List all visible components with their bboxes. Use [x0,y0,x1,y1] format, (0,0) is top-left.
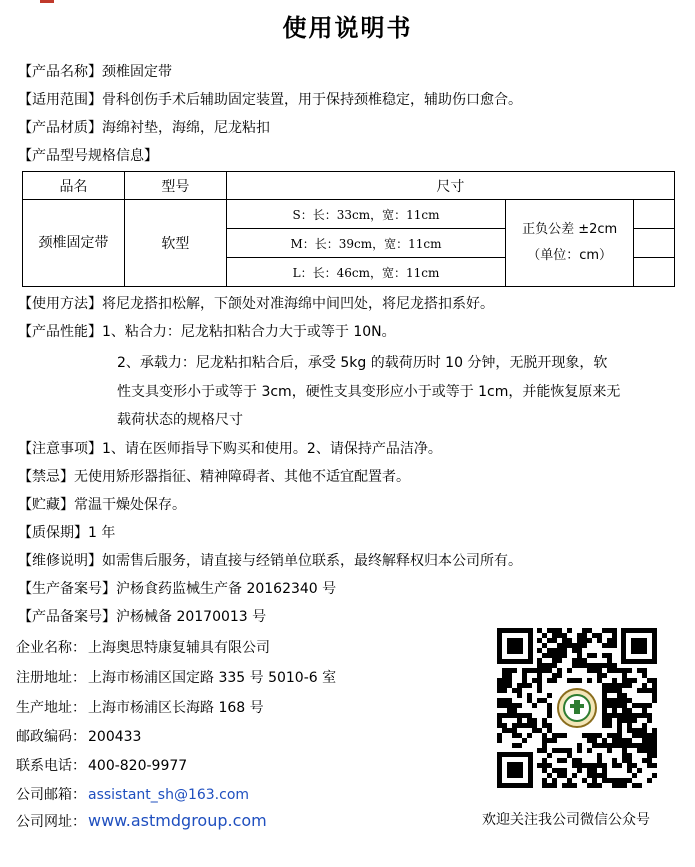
field-label: 【质保期】 [18,525,88,541]
field-label: 【产品性能】 [18,324,102,340]
qr-finder-pattern [497,628,533,664]
field-performance [18,322,396,342]
company-website: 公司网址： www.astmdgroup.com [16,811,267,830]
field-service [18,551,522,571]
field-label: 【维修说明】 [18,553,102,569]
field-label: 【适用范围】 [18,92,102,108]
qr-finder-pattern [497,752,533,788]
field-material [18,118,270,138]
field-storage [18,495,186,515]
company-phone: 联系电话： 400-820-9977 [16,758,188,774]
performance-item2-line1: 2、承载力：尼龙粘扣粘合后，承受 5kg 的载荷历时 10 分钟，无脱开现象，软 [117,355,608,371]
field-label: 【注意事项】 [18,441,102,457]
field-value: 常温干燥处保存。 [74,497,186,513]
cell-size-m: M：长：39cm，宽：11cm [226,229,505,258]
company-prod-address: 生产地址： 上海市杨浦区长海路 168 号 [16,700,264,716]
email-link[interactable]: assistant_sh@163.com [88,787,250,803]
field-warranty [18,523,115,543]
field-label: 【产品材质】 [18,120,102,136]
performance-item2-line3: 载荷状态的规格尺寸 [117,412,243,428]
table-header-row [23,172,675,200]
field-value: 海绵衬垫，海绵，尼龙粘扣 [102,120,270,136]
company-name: 企业名称： 上海奥思特康复辅具有限公司 [16,640,270,656]
field-value: 如需售后服务，请直接与经销单位联系，最终解释权归本公司所有。 [102,553,522,569]
header-size: 尺寸 [226,172,674,200]
field-value: 沪杨食药监械生产备 20162340 号 [116,581,337,597]
cell-size-s: S：长：33cm，宽：11cm [226,200,505,229]
top-red-mark [40,0,54,3]
field-value: 将尼龙搭扣松解，下颌处对准海绵中间凹处，将尼龙搭扣系好。 [102,296,494,312]
field-label: 【产品型号规格信息】 [18,148,158,164]
qr-caption: 欢迎关注我公司微信公众号 [482,812,650,828]
performance-item2-line2: 性支具变形小于或等于 3cm，硬性支具变形应小于或等于 1cm，并能恢复原来无 [117,384,621,400]
field-production-record [18,579,336,599]
field-value: 颈椎固定带 [102,64,172,80]
cell-product: 颈椎固定带 [23,200,125,287]
field-product-name [18,62,172,82]
field-notes [18,439,442,459]
header-model: 型号 [124,172,226,200]
field-model-info [18,146,158,166]
company-postcode: 邮政编码： 200433 [16,729,142,745]
field-forbidden [18,467,410,487]
cell-size-l: L：长：46cm，宽：11cm [226,258,505,287]
field-value: 骨科创伤手术后辅助固定装置，用于保持颈椎稳定，辅助伤口愈合。 [102,92,522,108]
company-email: 公司邮箱： assistant_sh@163.com [16,787,250,803]
wechat-qr-code [497,628,657,788]
table-row [23,200,675,229]
field-label: 【产品备案号】 [18,609,116,625]
field-value: 1 年 [88,525,116,541]
field-value: 1、粘合力：尼龙粘扣粘合力大于或等于 10N。 [102,324,396,340]
spec-table [22,171,675,287]
field-label: 【生产备案号】 [18,581,116,597]
field-label: 【产品名称】 [18,64,102,80]
cell-empty [634,258,675,287]
cell-empty [634,229,675,258]
field-label: 【使用方法】 [18,296,102,312]
field-usage [18,294,494,314]
field-label: 【贮藏】 [18,497,74,513]
cell-empty [634,200,675,229]
page-title: 使用说明书 [282,13,413,42]
cell-model: 软型 [124,200,226,287]
field-label: 【禁忌】 [18,469,74,485]
qr-finder-pattern [621,628,657,664]
website-link[interactable]: www.astmdgroup.com [88,811,267,830]
company-reg-address: 注册地址： 上海市杨浦区国定路 335 号 5010-6 室 [16,670,337,686]
cell-tolerance: 正负公差 ±2cm （单位：cm） [506,200,634,287]
header-product: 品名 [23,172,125,200]
company-logo-icon [555,686,599,730]
field-value: 无使用矫形器指征、精神障碍者、其他不适宜配置者。 [74,469,410,485]
field-scope [18,90,522,110]
field-value: 1、请在医师指导下购买和使用。2、请保持产品洁净。 [102,441,442,457]
field-product-record [18,607,266,627]
field-value: 沪杨械备 20170013 号 [116,609,267,625]
